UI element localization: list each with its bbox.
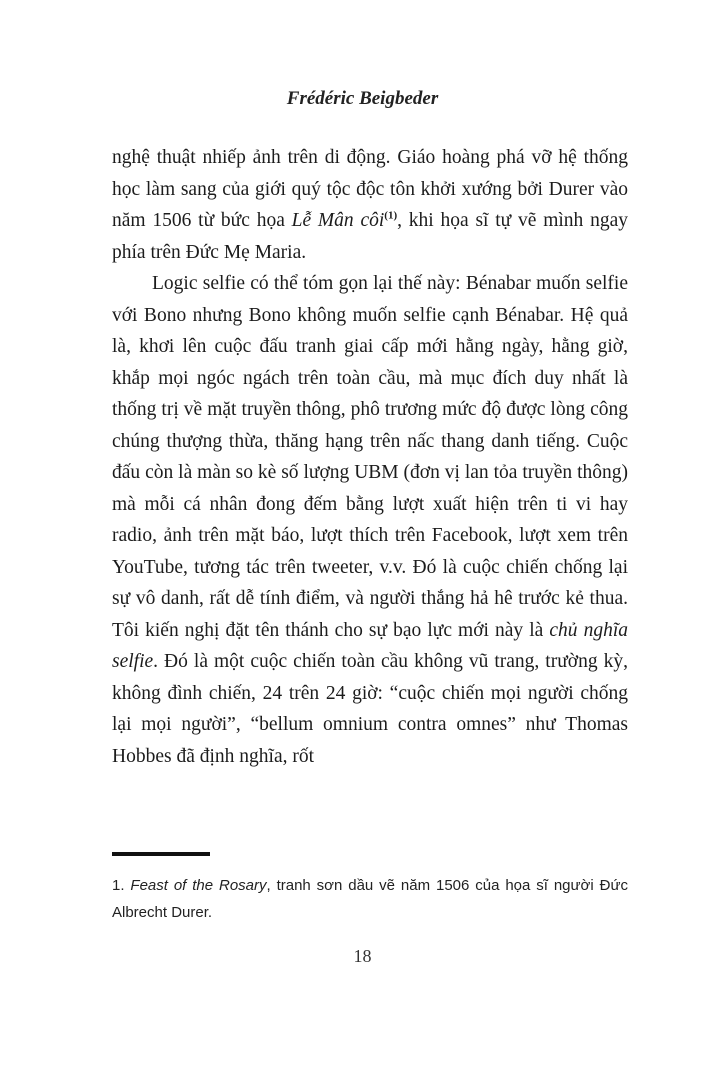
body-text: [112, 142, 628, 772]
footnote-text: , tranh sơn dầu vẽ năm 1506 của họa sĩ người Đức Albrecht Durer.: [112, 877, 628, 921]
text-run: Logic selfie có thể tóm gọn lại thế này: Bénabar muốn selfie với Bono nhưng Bono không muốn selfie cạnh Bénabar. Hệ quả là, khơi lên cuộc đấu tranh giai cấp mới hằng ngày, hằng giờ, khắp mọi ngóc ngách trên toàn cầu, mà mục đích duy nhất là thống trị về mặt truyền thông, phô trương mức độ được lòng công chúng thượng thừa, thăng hạng trên nấc thang danh tiếng. Cuộc đấu còn là màn so kè số lượng UBM (đơn vị lan tỏa truyền thông) mà mỗi cá nhân đong đếm bằng lượt xuất hiện trên ti vi hay radio, ảnh trên mặt báo, lượt thích trên Facebook, lượt xem trên YouTube, tương tác trên tweeter, v.v. Đó là cuộc chiến chống lại sự vô danh, rất dễ tính điểm, và người thắng hả hê trước kẻ thua. Tôi kiến nghị đặt tên thánh cho sự bạo lực mới này là: [112, 273, 628, 641]
paragraph-1: [112, 142, 628, 268]
footnote-number: 1.: [112, 877, 131, 894]
text-run: , khi họa sĩ tự vẽ mình ngay phía trên Đức Mẹ Maria.: [112, 210, 628, 263]
footnote: [112, 872, 628, 926]
footnote-divider: [112, 852, 210, 856]
footnote-italic-title: Feast of the Rosary: [130, 877, 267, 894]
text-run: . Đó là một cuộc chiến toàn cầu không vũ trang, trường kỳ, không đình chiến, 24 trên 24 giờ: “cuộc chiến mọi người chống lại mọi người”, “bellum omnium contra omnes” như Thomas Hobbes đã định nghĩa, rốt: [112, 651, 628, 767]
paragraph-2: [112, 268, 628, 772]
running-header-author: Frédéric Beigbeder: [286, 88, 439, 109]
italic-artwork-title: Lễ Mân côi: [291, 210, 385, 231]
page-number: 18: [353, 946, 372, 966]
footnote-marker: (1): [384, 209, 398, 222]
italic-term: chủ nghĩa selfie: [112, 619, 628, 672]
text-run: nghệ thuật nhiếp ảnh trên di động. Giáo hoàng phá vỡ hệ thống học làm sang của giới quý tộc độc tôn khởi xướng bởi Durer vào năm 1506 từ bức họa: [112, 147, 628, 231]
